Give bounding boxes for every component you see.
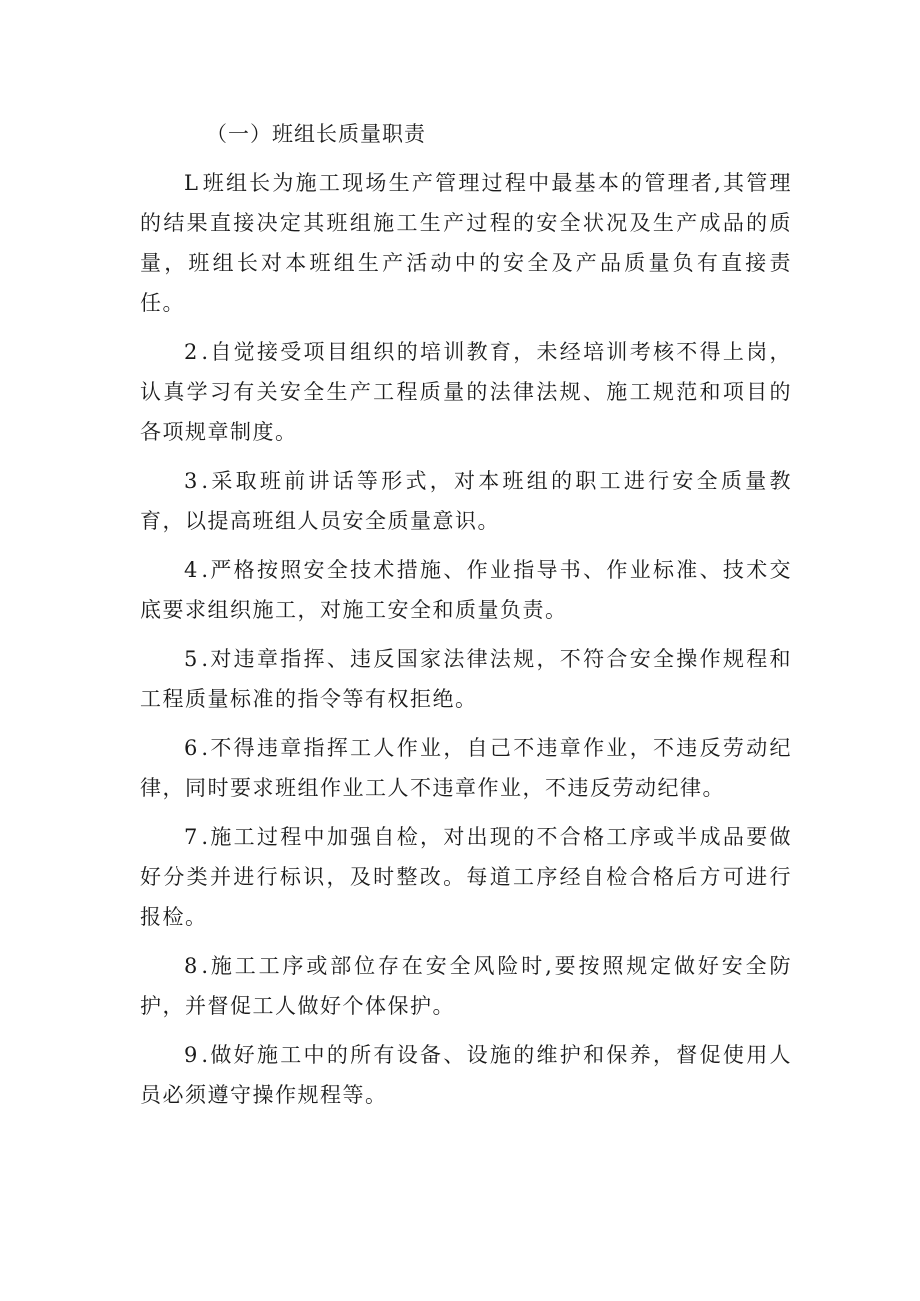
paragraph-4 — [140, 550, 792, 630]
item-text: .不得违章指挥工人作业，自己不违章作业，不违反劳动纪律，同时要求班组作业工人不违章作业，不违反劳动纪律。 — [140, 736, 792, 800]
paragraph-6 — [140, 728, 792, 808]
item-text: .严格按照安全技术措施、作业指导书、作业标准、技术交底要求组织施工，对施工安全和质量负责。 — [140, 558, 792, 622]
item-text: .施工工序或部位存在安全风险时,要按照规定做好安全防护，并督促工人做好个体保护。 — [140, 954, 792, 1018]
paragraph-5 — [140, 639, 792, 719]
item-number: 6 — [184, 736, 198, 760]
item-number: L — [184, 171, 198, 195]
paragraph-1 — [140, 163, 792, 323]
paragraph-3 — [140, 461, 792, 541]
item-text: .做好施工中的所有设备、设施的维护和保养，督促使用人员必须遵守操作规程等。 — [140, 1043, 792, 1107]
item-number: 2 — [184, 340, 198, 364]
item-number: 3 — [184, 469, 198, 493]
paragraph-9 — [140, 1035, 792, 1115]
item-number: 8 — [184, 954, 198, 978]
item-text: .自觉接受项目组织的培训教育，未经培训考核不得上岗，认真学习有关安全生产工程质量的法律法规、施工规范和项目的各项规章制度。 — [140, 340, 792, 444]
paragraph-8 — [140, 946, 792, 1026]
item-number: 9 — [184, 1043, 198, 1067]
item-text: .采取班前讲话等形式，对本班组的职工进行安全质量教育，以提高班组人员安全质量意识。 — [140, 469, 792, 533]
document-body — [140, 114, 792, 1124]
item-text: .对违章指挥、违反国家法律法规，不符合安全操作规程和工程质量标准的指令等有权拒绝。 — [140, 647, 792, 711]
item-text: .施工过程中加强自检，对出现的不合格工序或半成品要做好分类并进行标识，及时整改。每道工序经自检合格后方可进行报检。 — [140, 825, 792, 929]
paragraph-2 — [140, 332, 792, 452]
item-text: 班组长为施工现场生产管理过程中最基本的管理者,其管理的结果直接决定其班组施工生产过程的安全状况及生产成品的质量，班组长对本班组生产活动中的安全及产品质量负有直接责任。 — [140, 171, 792, 315]
item-number: 7 — [184, 825, 198, 849]
paragraph-7 — [140, 817, 792, 937]
section-heading: （一）班组长质量职责 — [206, 122, 426, 146]
item-number: 5 — [184, 647, 198, 671]
item-number: 4 — [184, 558, 198, 582]
